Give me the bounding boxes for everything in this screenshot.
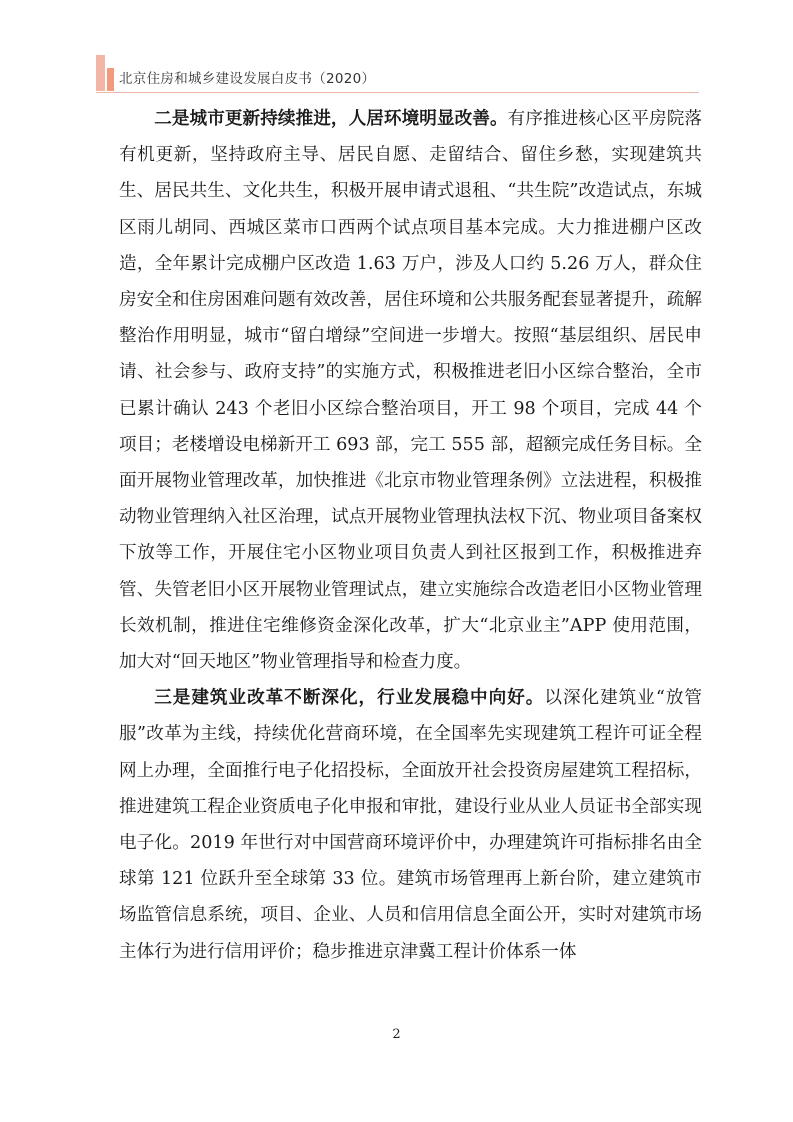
paragraph-heading: 三是建筑业改革不断深化，行业发展稳中向好。	[154, 688, 545, 709]
header-accent-bar-small	[107, 68, 114, 91]
body-text	[119, 101, 702, 970]
paragraph-urban-renewal	[119, 101, 702, 680]
paragraph-text: 以深化建筑业“放管服”改革为主线，持续优化营商环境，在全国率先实现建筑工程许可证全程网上办理，全面推行电子化招投标，全面放开社会投资房屋建筑工程招标，推进建筑工程企业资质电子化申报和审批，建设行业从业人员证书全部实现电子化。2019 年世行对中国营商环境评价中，办理建筑许可指标排名由全球第 121 位跃升至全球第 33 位。建筑市场管理再上新台阶，建立建筑市场监管信息系统，项目、企业、人员和信用信息全面公开，实时对建筑市场主体行为进行信用评价；稳步推进京津冀工程计价体系一体	[119, 688, 702, 962]
header-accent-bar	[96, 55, 105, 91]
header-title: 北京住房和城乡建设发展白皮书（2020）	[119, 71, 376, 87]
paragraph-heading: 二是城市更新持续推进，人居环境明显改善。	[154, 109, 508, 129]
paragraph-text: 有序推进核心区平房院落有机更新，坚持政府主导、居民自愿、走留结合、留住乡愁，实现建筑共生、居民共生、文化共生，积极开展申请式退租、“共生院”改造试点，东城区雨儿胡同、西城区菜市口西两个试点项目基本完成。大力推进棚户区改造，全年累计完成棚户区改造 1.63 万户，涉及人口约 5.26 万人，群众住房安全和住房困难问题有效改善，居住环境和公共服务配套显著提升，疏解整治作用明显，城市“留白增绿”空间进一步增大。按照“基层组织、居民申请、社会参与、政府支持”的实施方式，积极推进老旧小区综合整治，全市已累计确认 243 个老旧小区综合整治项目，开工 98 个项目，完成 44 个项目；老楼增设电梯新开工 693 部，完工 555 部，超额完成任务目标。全面开展物业管理改革，加快推进《北京市物业管理条例》立法进程，积极推动物业管理纳入社区治理，试点开展物业管理执法权下沉、物业项目备案权下放等工作，开展住宅小区物业项目负责人到社区报到工作，积极推进弃管、失管老旧小区开展物业管理试点，建立实施综合改造老旧小区物业管理长效机制，推进住宅维修资金深化改革，扩大“北京业主”APP 使用范围，加大对“回天地区”物业管理指导和检查力度。	[119, 109, 702, 673]
header-divider	[96, 92, 699, 93]
paragraph-construction-reform	[119, 680, 702, 970]
page-number: 2	[392, 1027, 401, 1042]
